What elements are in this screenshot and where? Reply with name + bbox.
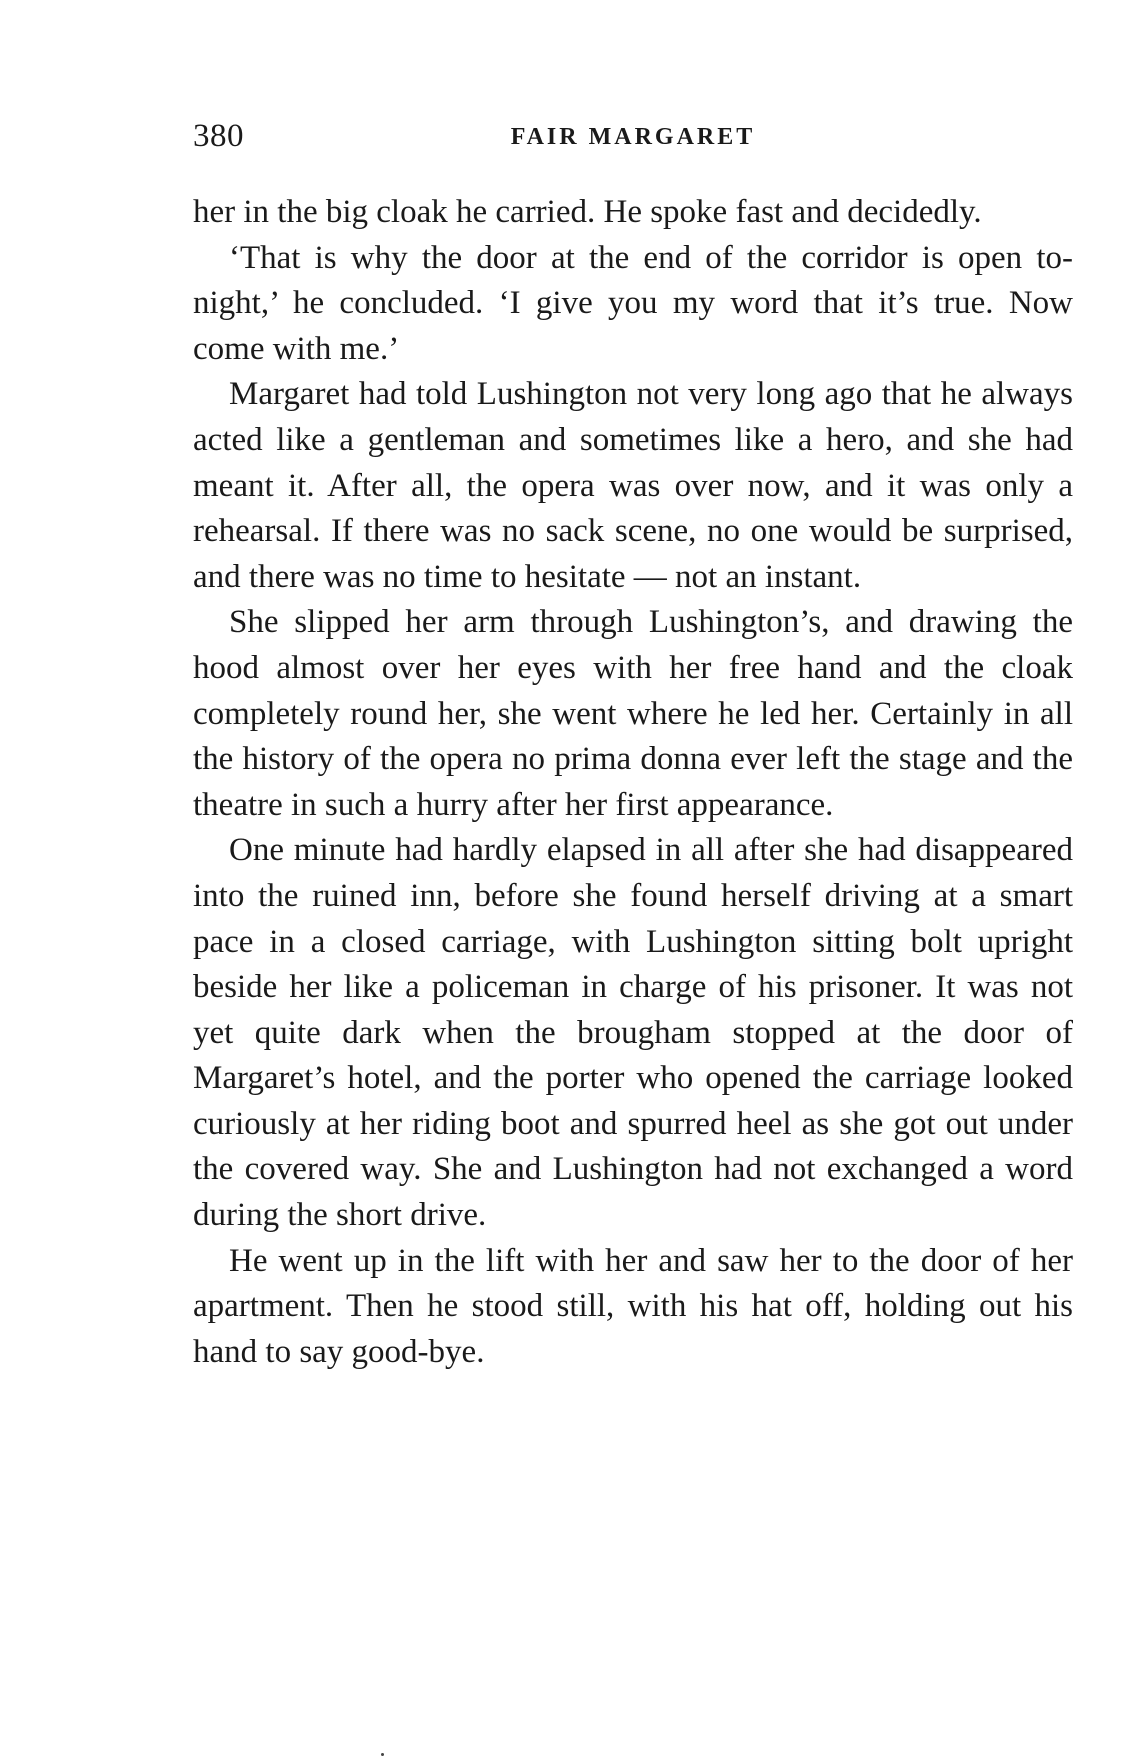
- paragraph: ‘That is why the door at the end of the corridor is open to-night,’ he concluded. ‘I give you my word that it’s true. Now come with me.’: [193, 239, 1073, 367]
- paragraph: One minute had hardly elapsed in all after she had disappeared into the ruined inn, before she found herself driving at a smart pace in a closed carriage, with Lushington sitting bolt upright beside her like a policeman in charge of his prisoner. It was not yet quite dark when the brougham stopped at the door of Margaret’s hotel, and the porter who opened the carriage looked curiously at her riding boot and spurred heel as she got out under the covered way. She and Lushington had not exchanged a word during the short drive.: [193, 832, 1073, 1234]
- paragraph: He went up in the lift with her and saw her to the door of her apartment. Then he stood still, with his hat off, holding out his hand to say good-bye.: [193, 1242, 1073, 1370]
- page-header: [193, 118, 1073, 158]
- paragraph: Margaret had told Lushington not very long ago that he always acted like a gentleman and sometimes like a hero, and she had meant it. After all, the opera was over now, and it was only a rehearsal. If there was no sack scene, no one would be surprised, and there was no time to hesitate — not an instant.: [193, 376, 1073, 595]
- paragraph-continued: her in the big cloak he carried. He spoke fast and decidedly.: [193, 194, 982, 230]
- running-title: FAIR MARGARET: [510, 124, 756, 150]
- scan-speck: [381, 1753, 384, 1756]
- paragraph: She slipped her arm through Lushington’s, and drawing the hood almost over her eyes with her free hand and the cloak completely round her, she went where he led her. Certainly in all the history of the opera no prima donna ever left the stage and the theatre in such a hurry after her first appearance.: [193, 604, 1073, 823]
- page-number: 380: [193, 118, 244, 154]
- body-text: [193, 190, 1073, 1375]
